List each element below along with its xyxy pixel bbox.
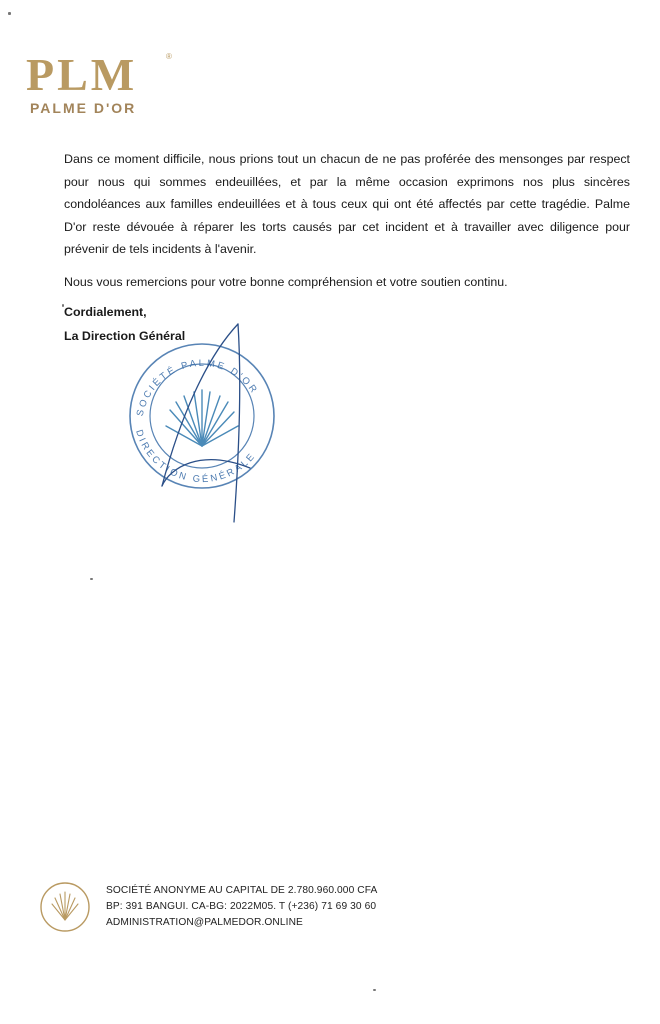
footer-palm-logo-icon xyxy=(38,880,92,934)
scan-speck xyxy=(8,12,11,15)
stamp-text-bottom: DIRECTION GÉNÉRALE xyxy=(133,428,259,486)
body-paragraph: Dans ce moment difficile, nous prions tout un chacun de ne pas proférée des mensonges par respect pour nous qui sommes endeuillées, et par la même occasion exprimons nos plus sincères condoléances aux familles endeuillées et à tous ceux qui ont été affectés par cette tragédie. Palme D'or reste dévouée à réparer les torts causés par cet incident et à travailler avec diligence pour prévenir de tels incidents à l'avenir. xyxy=(64,152,630,256)
salutation: Cordialement, xyxy=(64,305,147,319)
logo-subtitle: PALME D'OR xyxy=(30,100,137,116)
company-stamp xyxy=(110,318,290,528)
footer xyxy=(38,878,458,938)
logo-main-text: PLM xyxy=(26,49,138,100)
company-logo xyxy=(26,49,176,122)
footer-email: ADMINISTRATION@PALMEDOR.ONLINE xyxy=(106,917,303,928)
footer-company-info xyxy=(106,883,377,931)
signatory: La Direction Général xyxy=(64,329,186,343)
body-paragraph: Nous vous remercions pour votre bonne compréhension et votre soutien continu. xyxy=(64,274,508,289)
footer-capital: SOCIÉTÉ ANONYME AU CAPITAL DE 2.780.960.000 CFA xyxy=(106,885,378,896)
scan-speck xyxy=(373,989,376,991)
scan-speck xyxy=(62,304,64,307)
stamp-text-top: SOCIÉTÉ PALME D'OR xyxy=(134,357,261,418)
registered-mark: ® xyxy=(166,52,172,61)
scan-speck xyxy=(90,578,93,580)
footer-address: BP: 391 BANGUI. CA-BG: 2022M05. T (+236) 71 69 30 60 xyxy=(106,901,377,912)
letter-body xyxy=(64,148,630,293)
